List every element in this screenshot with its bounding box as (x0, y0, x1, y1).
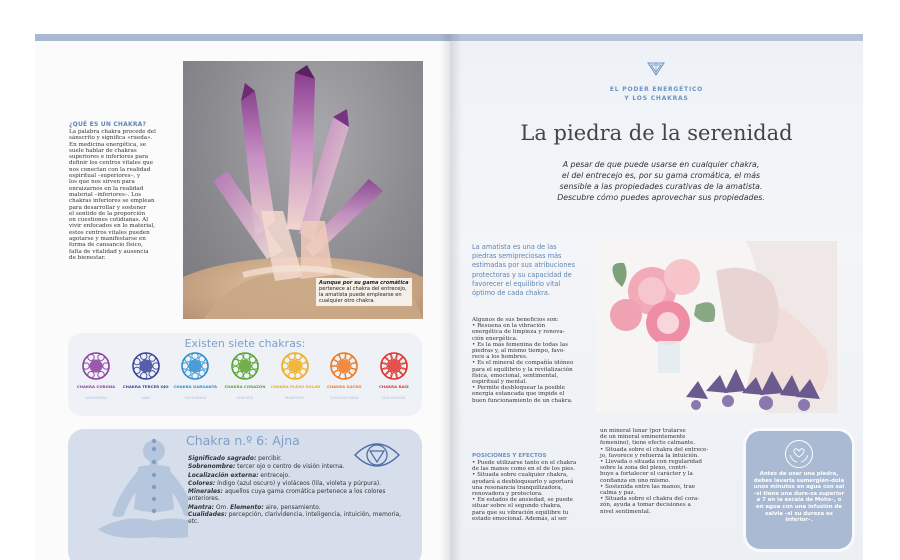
position-line: de un mineral eminentemente (600, 434, 686, 441)
lead-paragraph (472, 243, 594, 298)
position-line: estado emocional. Además, al ser (472, 515, 567, 522)
position-line: nivel sentimental. (600, 508, 651, 515)
chakra-symbol-row (72, 351, 418, 411)
sidebar-line: definir los centros vitales que (69, 160, 154, 167)
ajna-row-minerals: Minerales: aquellos cuya gama cromática pertenece a los colores anteriores. (188, 488, 386, 502)
tip-text: Antes de usar una piedra, debes lavarla sumergién-dola unos minutos en agua con sal –si tiene una dure-za superior a 7 en la escala de Mohs–, o en agua con una infusión de salvia –si su dureza es inferior–. (753, 471, 845, 524)
left-page (35, 34, 450, 560)
kicker-line: EL PODER ENERGÉTICO (609, 86, 704, 93)
sidebar-line: agotarse y manifestarse en (69, 236, 146, 243)
ajna-row-meaning: Significado sagrado: percibir. (188, 456, 282, 462)
benefit-line: piedras y, al mismo tiempo, favo- (472, 348, 566, 355)
triangle-logo-icon (646, 61, 666, 77)
positions-heading: POSICIONES Y EFECTOS (472, 453, 547, 459)
ajna-details (188, 455, 410, 526)
lead-line: protectoras y su capacidad de (472, 270, 572, 279)
seven-chakras-title: Existen siete chakras: (184, 337, 306, 350)
position-line: renovadora y protectora. (472, 491, 543, 498)
position-line: • En estados de ansiedad, se puede (472, 497, 573, 504)
benefit-line: Algunos de sus beneficios son: (472, 317, 559, 323)
lead-line: estimadas por sus atribuciones (472, 261, 575, 270)
deck-line: sensible a las propiedades curativas de la amatista. (559, 182, 763, 191)
sidebar-line: suele hablar de chakras (69, 147, 137, 154)
sidebar-line: para desarrollar y sostener (69, 204, 147, 211)
position-line: • Situada sobre cualquier chakra, (472, 472, 569, 479)
deck-line: el del entrecejo es, por su gama cromática, el más (561, 171, 761, 180)
benefit-line: • Resuena en la vibración (472, 323, 546, 330)
benefit-line: buen funcionamiento de un chakra. (472, 397, 573, 404)
hands-heart-icon (784, 439, 814, 469)
tip-box (746, 431, 852, 549)
benefit-line: • Es el mineral de compañía idóneo (472, 360, 574, 367)
meditating-figure-icon (68, 429, 188, 560)
lead-line: piedras semipreciosas más (472, 252, 562, 261)
chakra-item (171, 351, 219, 411)
chakra-symbol-icon (180, 351, 210, 381)
position-line: • Sostenida entre las manos, trae (600, 483, 696, 490)
ajna-title: Chakra n.º 6: Ajna (186, 433, 300, 448)
chakra-name: CHAKRA PLEXO SOLAR (270, 384, 321, 389)
chakra-sanskrit-name: VISHUDDHA (184, 396, 207, 400)
position-line: confianza en uno mismo. (600, 477, 671, 484)
sidebar-line: en cuestiones cotidianas. Al (69, 217, 149, 224)
chakra-item (370, 351, 418, 411)
benefit-line: espiritual y mental. (472, 379, 528, 386)
chakra-item (122, 351, 170, 411)
sidebar-line: chakras inferiores se emplean (69, 198, 155, 205)
position-line: calma y paz. (600, 490, 636, 497)
chakra-symbol-icon (379, 351, 409, 381)
ajna-row-location: Localización externa: entrecejo. (188, 472, 290, 479)
sidebar-title: ¿QUÉ ES UN CHAKRA? (69, 121, 147, 128)
benefit-line: para el equilibrio y la revitalización (472, 366, 573, 373)
benefit-line: ción energética. (472, 335, 518, 342)
chakra-sanskrit-name: MANIPURA (285, 396, 305, 400)
chakra-item (72, 351, 120, 411)
seven-chakras-panel (68, 333, 422, 416)
position-line: un mineral lunar (por tratarse (600, 428, 686, 434)
chakra-sanskrit-name: SVADHISTHANA (330, 396, 359, 400)
position-line: sobre la zona del plexo, contri- (600, 465, 688, 472)
position-line: situar sobre el segundo chakra, (472, 503, 562, 510)
chakra-symbol-icon (81, 351, 111, 381)
chakra-item (221, 351, 269, 411)
caption-italic: Aunque por su gama cromática (319, 280, 409, 286)
photo-caption (316, 278, 412, 306)
chakra-name: CHAKRA CORONA (76, 384, 116, 389)
ajna-row-colors: Colores: índigo (azul oscuro) y violáceos (lila, violeta y púrpura). (188, 481, 382, 488)
sidebar-line: material –inferiores–. Los (69, 191, 142, 198)
sidebar-line: falta de vitalidad y ausencia (69, 248, 149, 255)
chakra-symbol-icon (280, 351, 310, 381)
position-line: • Puede utilizarse tanto en el chakra (472, 460, 577, 466)
position-line: jo, favorece y refuerza la intuición. (600, 452, 700, 459)
deck-line: A pesar de que puede usarse en cualquier chakra, (562, 160, 760, 169)
benefit-line: física, emocional, sentimental, (472, 372, 559, 379)
benefit-line: rece a los hombres. (472, 354, 528, 361)
sidebar-line: estos centros vitales pueden (69, 229, 150, 236)
chakra-name: CHAKRA RAÍZ (379, 384, 409, 389)
benefit-line: energética de limpieza y renova- (472, 329, 565, 336)
ajna-panel (68, 429, 422, 560)
chakra-name: CHAKRA CORAZÓN (224, 384, 266, 389)
position-line: zón, ayuda a tomar decisiones a (600, 502, 691, 509)
position-line: femenino), tiene efecto calmante. (600, 440, 696, 447)
ajna-row-qualities: Cualidades: percepción, clarividencia, inteligencia, intuición, memoria, etc. (188, 512, 402, 526)
position-line: de las manos como en el de los pies. (472, 466, 576, 473)
sidebar-line: de bienestar. (69, 254, 106, 261)
caption-rest: pertenece al chakra del entrecejo, la amatista puede emplearse en cualquier otro chakra. (319, 286, 407, 304)
magazine-spread (35, 34, 863, 560)
positions-text-continued (600, 428, 718, 515)
benefit-line: • Es la más femenina de todas las (472, 341, 568, 348)
chakra-name: CHAKRA TERCER OJO (122, 384, 169, 389)
sidebar-line: el sentido de la proporción (69, 210, 146, 217)
flowers-crystals-illustration (596, 241, 837, 413)
sidebar-line: En medicina energética, se (69, 141, 147, 148)
kicker-line: Y LOS CHAKRAS (624, 95, 689, 102)
page-gutter-shadow (440, 34, 462, 560)
chakra-sanskrit-name: SAHASRARA (85, 396, 107, 400)
sidebar-line: nos conectan con la realidad (69, 166, 151, 173)
deck-line: Descubre cómo puedes aprovechar sus propiedades. (557, 193, 765, 202)
lead-line: favorecer el equilibrio vital (472, 279, 561, 288)
ajna-row-nickname: Sobrenombre: tercer ojo o centro de visión interna. (188, 464, 345, 471)
chakra-sanskrit-name: AJNA (141, 396, 150, 400)
article-title: La piedra de la serenidad (520, 121, 793, 145)
chakra-item (320, 351, 368, 411)
position-line: para que su vibración equilibre tu (472, 509, 569, 516)
chakra-symbol-icon (131, 351, 161, 381)
position-line: buye a fortalecer el carácter y la (600, 471, 693, 478)
flowers-and-crystals-photo (596, 241, 837, 413)
position-line: • Situada sobre el chakra del cora- (600, 496, 700, 503)
right-page (450, 34, 863, 560)
chakra-item (271, 351, 319, 411)
chakra-name: CHAKRA GARGANTA (173, 384, 218, 389)
chakra-sanskrit-name: ANAHATA (236, 396, 254, 400)
position-line: una resonancia tranquilizadora, (472, 484, 563, 491)
benefit-line: • Permite desbloquear la posible (472, 385, 565, 392)
sidebar-line: los que nos sirven para (69, 179, 135, 186)
lead-line: óptimo de cada chakra. (472, 289, 551, 298)
sidebar-line: vivir enfocados en lo material, (69, 223, 155, 230)
benefits-text (472, 317, 590, 404)
chakra-name: CHAKRA SACRO (327, 384, 362, 389)
sidebar-line: sánscrito y significa «rueda». (69, 135, 153, 142)
sidebar-line: forma de cansancio físico, (69, 242, 143, 249)
benefit-line: energía estancada que impide el (472, 391, 565, 398)
position-line: • Llevada o situada con regularidad (600, 459, 702, 466)
ajna-row-mantra-element: Mantra: Om. Elemento: aire, pensamiento. (188, 505, 321, 512)
article-deck (536, 159, 786, 203)
sidebar-line: espiritual –superiores–, y (69, 173, 141, 180)
sidebar-line: superiores e inferiores para (69, 154, 149, 161)
chakra-symbol-icon (329, 351, 359, 381)
chakra-sanskrit-name: MULADHARA (382, 396, 406, 400)
positions-text (472, 460, 590, 522)
sidebar-line: enraizarnos en la realidad (69, 185, 144, 192)
lead-line: La amatista es una de las (472, 243, 557, 251)
position-line: ayudará a desbloquearlo y aportará (472, 478, 574, 485)
chakra-symbol-icon (230, 351, 260, 381)
section-kicker (450, 85, 863, 103)
position-line: • Situada sobre el chakra del entrece- (600, 446, 709, 453)
sidebar-text (69, 129, 165, 261)
sidebar-line: La palabra chakra procede del (69, 129, 156, 135)
